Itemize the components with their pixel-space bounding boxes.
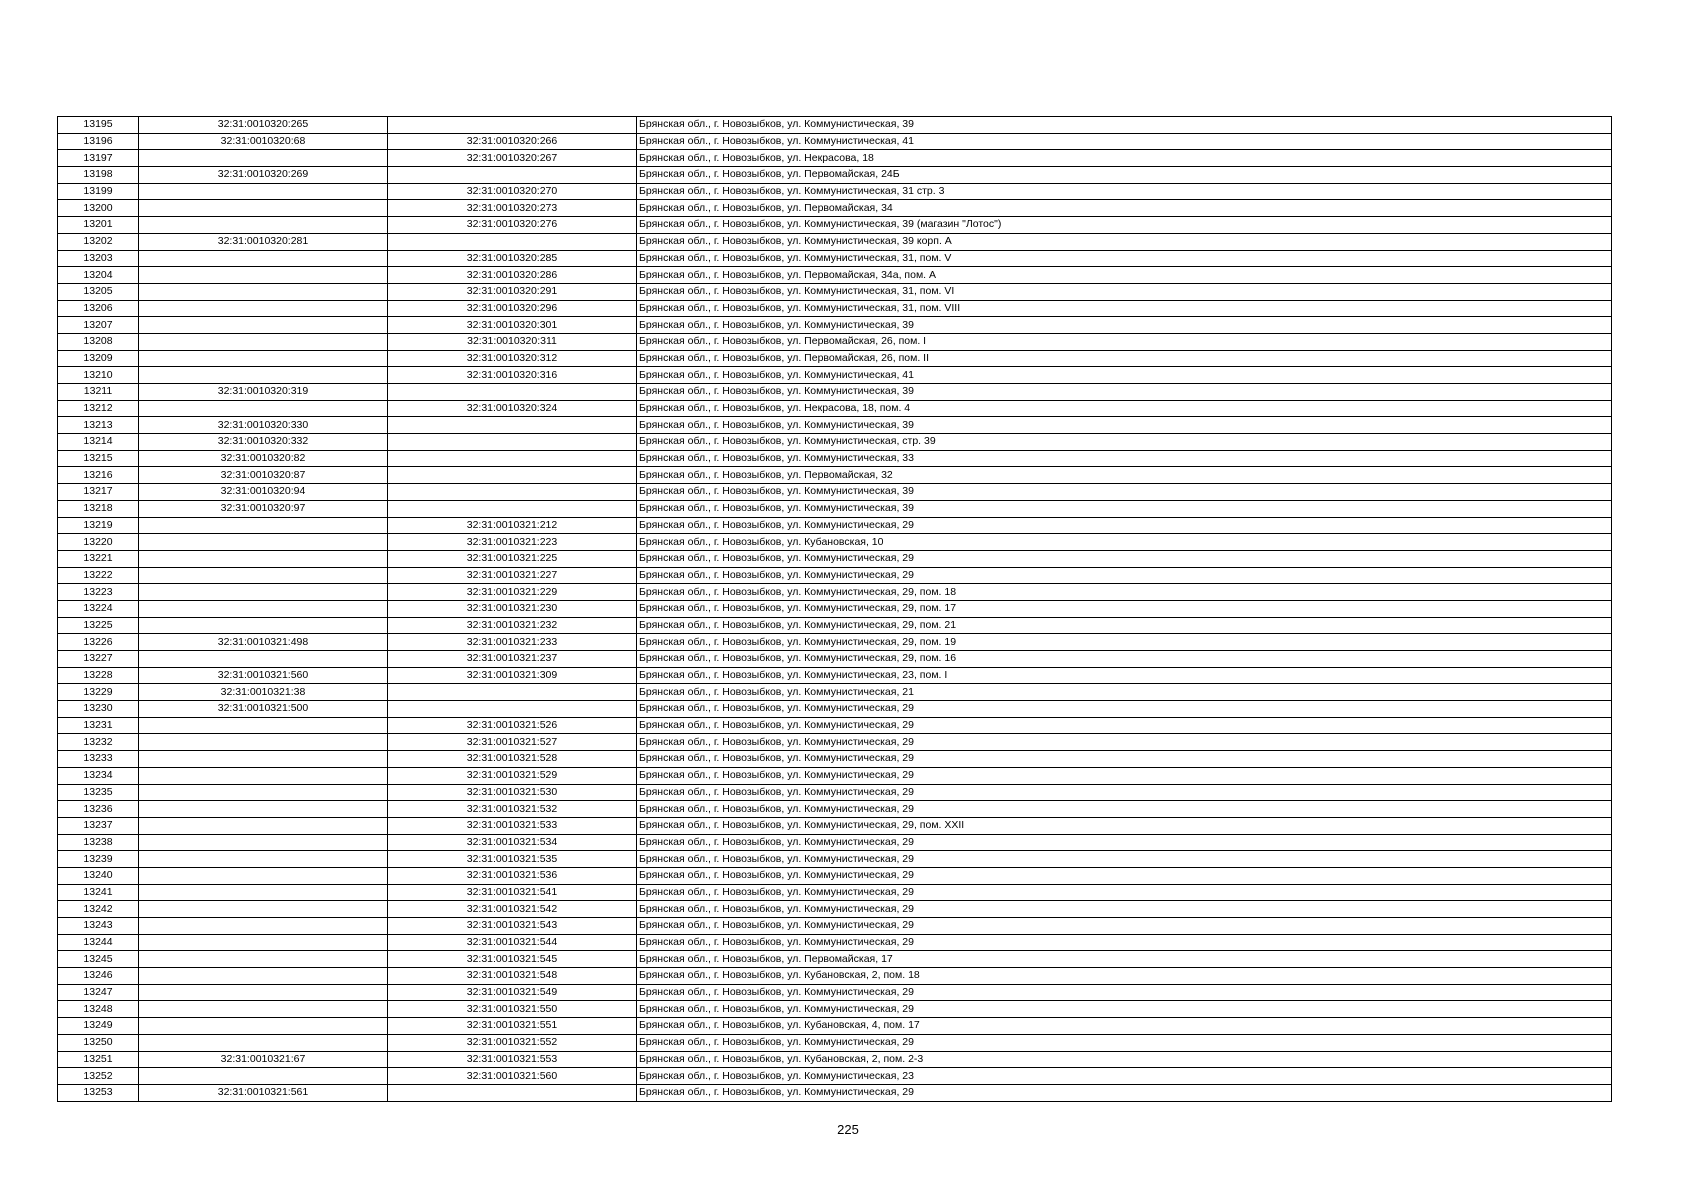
row-number-cell: 13218: [58, 500, 139, 517]
linked-cadastral-number-cell: [388, 1084, 637, 1101]
row-number-cell: 13247: [58, 984, 139, 1001]
row-number-cell: 13205: [58, 283, 139, 300]
table-row: [58, 901, 1612, 918]
table-row: [58, 984, 1612, 1001]
cadastral-number-cell: 32:31:0010320:319: [139, 384, 388, 401]
linked-cadastral-number-cell: 32:31:0010321:536: [388, 867, 637, 884]
address-cell: Брянская обл., г. Новозыбков, ул. Коммунистическая, 29: [637, 1001, 1612, 1018]
row-number-cell: 13210: [58, 367, 139, 384]
linked-cadastral-number-cell: 32:31:0010321:227: [388, 567, 637, 584]
linked-cadastral-number-cell: 32:31:0010321:532: [388, 801, 637, 818]
table-row: [58, 701, 1612, 718]
row-number-cell: 13200: [58, 200, 139, 217]
cadastral-number-cell: [139, 984, 388, 1001]
address-cell: Брянская обл., г. Новозыбков, ул. Коммунистическая, 41: [637, 133, 1612, 150]
cadastral-number-cell: [139, 250, 388, 267]
table-row: [58, 617, 1612, 634]
linked-cadastral-number-cell: 32:31:0010321:526: [388, 717, 637, 734]
cadastral-number-cell: [139, 884, 388, 901]
row-number-cell: 13208: [58, 333, 139, 350]
row-number-cell: 13245: [58, 951, 139, 968]
table-row: [58, 117, 1612, 134]
linked-cadastral-number-cell: [388, 233, 637, 250]
row-number-cell: 13202: [58, 233, 139, 250]
table-row: [58, 500, 1612, 517]
cadastral-number-cell: 32:31:0010321:38: [139, 684, 388, 701]
address-cell: Брянская обл., г. Новозыбков, ул. Коммунистическая, 29, пом. XXII: [637, 817, 1612, 834]
table-row: [58, 217, 1612, 234]
cadastral-number-cell: [139, 1001, 388, 1018]
address-cell: Брянская обл., г. Новозыбков, ул. Коммунистическая, 21: [637, 684, 1612, 701]
linked-cadastral-number-cell: 32:31:0010321:529: [388, 767, 637, 784]
cadastral-number-cell: [139, 651, 388, 668]
cadastral-number-cell: 32:31:0010320:269: [139, 167, 388, 184]
address-cell: Брянская обл., г. Новозыбков, ул. Коммунистическая, 29: [637, 734, 1612, 751]
table-row: [58, 918, 1612, 935]
address-cell: Брянская обл., г. Новозыбков, ул. Коммунистическая, 41: [637, 367, 1612, 384]
linked-cadastral-number-cell: 32:31:0010321:309: [388, 667, 637, 684]
address-cell: Брянская обл., г. Новозыбков, ул. Некрасова, 18: [637, 150, 1612, 167]
address-cell: Брянская обл., г. Новозыбков, ул. Коммунистическая, 29: [637, 751, 1612, 768]
linked-cadastral-number-cell: 32:31:0010321:229: [388, 584, 637, 601]
address-cell: Брянская обл., г. Новозыбков, ул. Коммунистическая, 23, пом. I: [637, 667, 1612, 684]
table-row: [58, 1084, 1612, 1101]
cadastral-number-cell: [139, 333, 388, 350]
table-row: [58, 734, 1612, 751]
address-cell: Брянская обл., г. Новозыбков, ул. Коммунистическая, 29: [637, 801, 1612, 818]
table-row: [58, 417, 1612, 434]
cadastral-number-cell: [139, 901, 388, 918]
linked-cadastral-number-cell: 32:31:0010321:545: [388, 951, 637, 968]
address-cell: Брянская обл., г. Новозыбков, ул. Коммунистическая, 23: [637, 1068, 1612, 1085]
linked-cadastral-number-cell: [388, 500, 637, 517]
cadastral-number-cell: [139, 584, 388, 601]
row-number-cell: 13242: [58, 901, 139, 918]
row-number-cell: 13251: [58, 1051, 139, 1068]
linked-cadastral-number-cell: 32:31:0010321:548: [388, 968, 637, 985]
cadastral-number-cell: 32:31:0010320:281: [139, 233, 388, 250]
row-number-cell: 13195: [58, 117, 139, 134]
cadastral-number-cell: [139, 1068, 388, 1085]
linked-cadastral-number-cell: 32:31:0010320:312: [388, 350, 637, 367]
row-number-cell: 13213: [58, 417, 139, 434]
cadastral-number-cell: [139, 834, 388, 851]
table-row: [58, 150, 1612, 167]
table-row: [58, 600, 1612, 617]
table-row: [58, 634, 1612, 651]
linked-cadastral-number-cell: [388, 167, 637, 184]
linked-cadastral-number-cell: 32:31:0010321:552: [388, 1034, 637, 1051]
linked-cadastral-number-cell: 32:31:0010321:535: [388, 851, 637, 868]
row-number-cell: 13204: [58, 267, 139, 284]
address-cell: Брянская обл., г. Новозыбков, ул. Коммунистическая, 29: [637, 901, 1612, 918]
linked-cadastral-number-cell: 32:31:0010321:542: [388, 901, 637, 918]
cadastral-number-cell: [139, 968, 388, 985]
row-number-cell: 13203: [58, 250, 139, 267]
table-row: [58, 968, 1612, 985]
table-row: [58, 817, 1612, 834]
address-cell: Брянская обл., г. Новозыбков, ул. Первомайская, 34а, пом. А: [637, 267, 1612, 284]
linked-cadastral-number-cell: 32:31:0010321:237: [388, 651, 637, 668]
address-cell: Брянская обл., г. Новозыбков, ул. Коммунистическая, 29: [637, 767, 1612, 784]
table-row: [58, 400, 1612, 417]
address-cell: Брянская обл., г. Новозыбков, ул. Коммунистическая, 39: [637, 484, 1612, 501]
table-row: [58, 951, 1612, 968]
cadastral-number-cell: 32:31:0010320:82: [139, 450, 388, 467]
row-number-cell: 13229: [58, 684, 139, 701]
address-cell: Брянская обл., г. Новозыбков, ул. Первомайская, 17: [637, 951, 1612, 968]
linked-cadastral-number-cell: 32:31:0010321:225: [388, 550, 637, 567]
linked-cadastral-number-cell: 32:31:0010320:296: [388, 300, 637, 317]
row-number-cell: 13196: [58, 133, 139, 150]
row-number-cell: 13201: [58, 217, 139, 234]
table-row: [58, 467, 1612, 484]
row-number-cell: 13207: [58, 317, 139, 334]
linked-cadastral-number-cell: 32:31:0010320:291: [388, 283, 637, 300]
address-cell: Брянская обл., г. Новозыбков, ул. Коммунистическая, 39: [637, 384, 1612, 401]
address-cell: Брянская обл., г. Новозыбков, ул. Кубановская, 2, пом. 18: [637, 968, 1612, 985]
linked-cadastral-number-cell: [388, 467, 637, 484]
address-cell: Брянская обл., г. Новозыбков, ул. Коммунистическая, 39: [637, 317, 1612, 334]
linked-cadastral-number-cell: 32:31:0010320:324: [388, 400, 637, 417]
linked-cadastral-number-cell: [388, 684, 637, 701]
row-number-cell: 13222: [58, 567, 139, 584]
table-row: [58, 384, 1612, 401]
row-number-cell: 13216: [58, 467, 139, 484]
table-row: [58, 133, 1612, 150]
linked-cadastral-number-cell: 32:31:0010321:233: [388, 634, 637, 651]
linked-cadastral-number-cell: 32:31:0010320:316: [388, 367, 637, 384]
table-row: [58, 450, 1612, 467]
cadastral-number-cell: [139, 617, 388, 634]
row-number-cell: 13198: [58, 167, 139, 184]
cadastral-number-cell: [139, 817, 388, 834]
cadastral-number-cell: 32:31:0010321:67: [139, 1051, 388, 1068]
linked-cadastral-number-cell: 32:31:0010320:270: [388, 183, 637, 200]
table-row: [58, 233, 1612, 250]
linked-cadastral-number-cell: 32:31:0010321:232: [388, 617, 637, 634]
table-row: [58, 200, 1612, 217]
cadastral-number-cell: [139, 200, 388, 217]
cadastral-number-cell: [139, 267, 388, 284]
row-number-cell: 13244: [58, 934, 139, 951]
table-row: [58, 367, 1612, 384]
address-cell: Брянская обл., г. Новозыбков, ул. Коммунистическая, 31 стр. 3: [637, 183, 1612, 200]
table-row: [58, 484, 1612, 501]
row-number-cell: 13223: [58, 584, 139, 601]
cadastral-number-cell: [139, 717, 388, 734]
table-row: [58, 867, 1612, 884]
cadastral-number-cell: [139, 751, 388, 768]
table-row: [58, 183, 1612, 200]
row-number-cell: 13237: [58, 817, 139, 834]
cadastral-number-cell: 32:31:0010320:68: [139, 133, 388, 150]
linked-cadastral-number-cell: 32:31:0010320:267: [388, 150, 637, 167]
cadastral-number-cell: [139, 918, 388, 935]
cadastral-number-cell: [139, 183, 388, 200]
address-cell: Брянская обл., г. Новозыбков, ул. Коммунистическая, 29, пом. 18: [637, 584, 1612, 601]
row-number-cell: 13206: [58, 300, 139, 317]
linked-cadastral-number-cell: [388, 384, 637, 401]
cadastral-number-cell: 32:31:0010321:561: [139, 1084, 388, 1101]
row-number-cell: 13243: [58, 918, 139, 935]
cadastral-number-cell: [139, 367, 388, 384]
row-number-cell: 13221: [58, 550, 139, 567]
row-number-cell: 13238: [58, 834, 139, 851]
linked-cadastral-number-cell: 32:31:0010321:553: [388, 1051, 637, 1068]
cadastral-number-cell: [139, 934, 388, 951]
row-number-cell: 13228: [58, 667, 139, 684]
table-row: [58, 1034, 1612, 1051]
table-row: [58, 567, 1612, 584]
cadastral-number-cell: [139, 734, 388, 751]
row-number-cell: 13220: [58, 534, 139, 551]
address-cell: Брянская обл., г. Новозыбков, ул. Коммунистическая, 29: [637, 934, 1612, 951]
row-number-cell: 13215: [58, 450, 139, 467]
cadastral-number-cell: [139, 550, 388, 567]
linked-cadastral-number-cell: 32:31:0010321:527: [388, 734, 637, 751]
table-row: [58, 767, 1612, 784]
table-row: [58, 684, 1612, 701]
row-number-cell: 13235: [58, 784, 139, 801]
linked-cadastral-number-cell: [388, 417, 637, 434]
address-cell: Брянская обл., г. Новозыбков, ул. Коммунистическая, 29: [637, 717, 1612, 734]
linked-cadastral-number-cell: 32:31:0010321:550: [388, 1001, 637, 1018]
registry-table-body: [58, 117, 1612, 1102]
cadastral-number-cell: 32:31:0010320:97: [139, 500, 388, 517]
cadastral-number-cell: 32:31:0010320:265: [139, 117, 388, 134]
address-cell: Брянская обл., г. Новозыбков, ул. Коммунистическая, 31, пом. VIII: [637, 300, 1612, 317]
row-number-cell: 13225: [58, 617, 139, 634]
cadastral-number-cell: [139, 567, 388, 584]
row-number-cell: 13239: [58, 851, 139, 868]
row-number-cell: 13226: [58, 634, 139, 651]
table-row: [58, 884, 1612, 901]
cadastral-number-cell: [139, 350, 388, 367]
linked-cadastral-number-cell: 32:31:0010321:549: [388, 984, 637, 1001]
linked-cadastral-number-cell: 32:31:0010320:285: [388, 250, 637, 267]
linked-cadastral-number-cell: 32:31:0010320:311: [388, 333, 637, 350]
table-row: [58, 267, 1612, 284]
cadastral-number-cell: [139, 784, 388, 801]
table-row: [58, 934, 1612, 951]
cadastral-number-cell: 32:31:0010321:500: [139, 701, 388, 718]
table-row: [58, 717, 1612, 734]
table-row: [58, 317, 1612, 334]
row-number-cell: 13197: [58, 150, 139, 167]
address-cell: Брянская обл., г. Новозыбков, ул. Коммунистическая, 29: [637, 550, 1612, 567]
cadastral-number-cell: [139, 1018, 388, 1035]
address-cell: Брянская обл., г. Новозыбков, ул. Коммунистическая, 29: [637, 1084, 1612, 1101]
address-cell: Брянская обл., г. Новозыбков, ул. Коммунистическая, 39: [637, 117, 1612, 134]
table-row: [58, 1018, 1612, 1035]
row-number-cell: 13219: [58, 517, 139, 534]
page-number: 225: [837, 1122, 859, 1137]
row-number-cell: 13214: [58, 434, 139, 451]
cadastral-number-cell: 32:31:0010320:87: [139, 467, 388, 484]
cadastral-number-cell: [139, 867, 388, 884]
cadastral-number-cell: [139, 400, 388, 417]
cadastral-number-cell: 32:31:0010321:560: [139, 667, 388, 684]
table-row: [58, 834, 1612, 851]
cadastral-number-cell: [139, 767, 388, 784]
table-row: [58, 283, 1612, 300]
linked-cadastral-number-cell: 32:31:0010320:301: [388, 317, 637, 334]
row-number-cell: 13252: [58, 1068, 139, 1085]
linked-cadastral-number-cell: [388, 434, 637, 451]
cadastral-number-cell: [139, 1034, 388, 1051]
address-cell: Брянская обл., г. Новозыбков, ул. Первомайская, 26, пом. II: [637, 350, 1612, 367]
row-number-cell: 13248: [58, 1001, 139, 1018]
address-cell: Брянская обл., г. Новозыбков, ул. Коммунистическая, 29: [637, 851, 1612, 868]
row-number-cell: 13253: [58, 1084, 139, 1101]
address-cell: Брянская обл., г. Новозыбков, ул. Кубановская, 10: [637, 534, 1612, 551]
cadastral-number-cell: 32:31:0010321:498: [139, 634, 388, 651]
row-number-cell: 13227: [58, 651, 139, 668]
table-row: [58, 667, 1612, 684]
address-cell: Брянская обл., г. Новозыбков, ул. Первомайская, 24Б: [637, 167, 1612, 184]
address-cell: Брянская обл., г. Новозыбков, ул. Коммунистическая, 29: [637, 567, 1612, 584]
table-row: [58, 333, 1612, 350]
row-number-cell: 13224: [58, 600, 139, 617]
table-row: [58, 350, 1612, 367]
row-number-cell: 13249: [58, 1018, 139, 1035]
cadastral-number-cell: [139, 517, 388, 534]
linked-cadastral-number-cell: 32:31:0010321:541: [388, 884, 637, 901]
cadastral-number-cell: [139, 951, 388, 968]
linked-cadastral-number-cell: 32:31:0010321:223: [388, 534, 637, 551]
row-number-cell: 13231: [58, 717, 139, 734]
linked-cadastral-number-cell: [388, 117, 637, 134]
address-cell: Брянская обл., г. Новозыбков, ул. Первомайская, 34: [637, 200, 1612, 217]
address-cell: Брянская обл., г. Новозыбков, ул. Коммунистическая, 39 корп. А: [637, 233, 1612, 250]
address-cell: Брянская обл., г. Новозыбков, ул. Некрасова, 18, пом. 4: [637, 400, 1612, 417]
table-row: [58, 784, 1612, 801]
address-cell: Брянская обл., г. Новозыбков, ул. Кубановская, 4, пом. 17: [637, 1018, 1612, 1035]
row-number-cell: 13212: [58, 400, 139, 417]
linked-cadastral-number-cell: 32:31:0010321:560: [388, 1068, 637, 1085]
address-cell: Брянская обл., г. Новозыбков, ул. Коммунистическая, 29, пом. 19: [637, 634, 1612, 651]
row-number-cell: 13246: [58, 968, 139, 985]
table-row: [58, 167, 1612, 184]
linked-cadastral-number-cell: 32:31:0010320:266: [388, 133, 637, 150]
linked-cadastral-number-cell: [388, 450, 637, 467]
row-number-cell: 13250: [58, 1034, 139, 1051]
address-cell: Брянская обл., г. Новозыбков, ул. Коммунистическая, 39: [637, 417, 1612, 434]
address-cell: Брянская обл., г. Новозыбков, ул. Коммунистическая, 29: [637, 884, 1612, 901]
cadastral-number-cell: 32:31:0010320:332: [139, 434, 388, 451]
row-number-cell: 13236: [58, 801, 139, 818]
linked-cadastral-number-cell: 32:31:0010320:286: [388, 267, 637, 284]
table-row: [58, 851, 1612, 868]
address-cell: Брянская обл., г. Новозыбков, ул. Коммунистическая, 29: [637, 918, 1612, 935]
row-number-cell: 13199: [58, 183, 139, 200]
address-cell: Брянская обл., г. Новозыбков, ул. Коммунистическая, 29, пом. 21: [637, 617, 1612, 634]
address-cell: Брянская обл., г. Новозыбков, ул. Коммунистическая, 29: [637, 984, 1612, 1001]
cadastral-number-cell: [139, 534, 388, 551]
linked-cadastral-number-cell: 32:31:0010321:534: [388, 834, 637, 851]
linked-cadastral-number-cell: [388, 484, 637, 501]
linked-cadastral-number-cell: [388, 701, 637, 718]
address-cell: Брянская обл., г. Новозыбков, ул. Коммунистическая, 29: [637, 784, 1612, 801]
cadastral-number-cell: [139, 283, 388, 300]
table-row: [58, 534, 1612, 551]
address-cell: Брянская обл., г. Новозыбков, ул. Первомайская, 26, пом. I: [637, 333, 1612, 350]
cadastral-number-cell: 32:31:0010320:94: [139, 484, 388, 501]
table-row: [58, 584, 1612, 601]
linked-cadastral-number-cell: 32:31:0010321:544: [388, 934, 637, 951]
row-number-cell: 13232: [58, 734, 139, 751]
row-number-cell: 13211: [58, 384, 139, 401]
address-cell: Брянская обл., г. Новозыбков, ул. Коммунистическая, 29, пом. 17: [637, 600, 1612, 617]
row-number-cell: 13233: [58, 751, 139, 768]
linked-cadastral-number-cell: 32:31:0010321:543: [388, 918, 637, 935]
row-number-cell: 13241: [58, 884, 139, 901]
address-cell: Брянская обл., г. Новозыбков, ул. Коммунистическая, 29: [637, 834, 1612, 851]
table-row: [58, 300, 1612, 317]
linked-cadastral-number-cell: 32:31:0010320:276: [388, 217, 637, 234]
cadastral-number-cell: [139, 300, 388, 317]
address-cell: Брянская обл., г. Новозыбков, ул. Коммунистическая, 39 (магазин "Лотос"): [637, 217, 1612, 234]
cadastral-number-cell: [139, 801, 388, 818]
address-cell: Брянская обл., г. Новозыбков, ул. Коммунистическая, 29: [637, 517, 1612, 534]
cadastral-number-cell: [139, 600, 388, 617]
row-number-cell: 13230: [58, 701, 139, 718]
linked-cadastral-number-cell: 32:31:0010321:212: [388, 517, 637, 534]
address-cell: Брянская обл., г. Новозыбков, ул. Коммунистическая, 31, пом. VI: [637, 283, 1612, 300]
cadastral-registry-table: [57, 116, 1612, 1102]
row-number-cell: 13209: [58, 350, 139, 367]
address-cell: Брянская обл., г. Новозыбков, ул. Коммунистическая, 29: [637, 867, 1612, 884]
cadastral-number-cell: [139, 851, 388, 868]
address-cell: Брянская обл., г. Новозыбков, ул. Коммунистическая, 29: [637, 701, 1612, 718]
table-row: [58, 1001, 1612, 1018]
table-row: [58, 250, 1612, 267]
cadastral-number-cell: 32:31:0010320:330: [139, 417, 388, 434]
table-row: [58, 751, 1612, 768]
table-row: [58, 651, 1612, 668]
linked-cadastral-number-cell: 32:31:0010321:528: [388, 751, 637, 768]
row-number-cell: 13240: [58, 867, 139, 884]
table-row: [58, 550, 1612, 567]
linked-cadastral-number-cell: 32:31:0010320:273: [388, 200, 637, 217]
row-number-cell: 13217: [58, 484, 139, 501]
address-cell: Брянская обл., г. Новозыбков, ул. Коммунистическая, 39: [637, 500, 1612, 517]
table-row: [58, 517, 1612, 534]
linked-cadastral-number-cell: 32:31:0010321:230: [388, 600, 637, 617]
table-row: [58, 801, 1612, 818]
address-cell: Брянская обл., г. Новозыбков, ул. Коммунистическая, стр. 39: [637, 434, 1612, 451]
row-number-cell: 13234: [58, 767, 139, 784]
linked-cadastral-number-cell: 32:31:0010321:551: [388, 1018, 637, 1035]
address-cell: Брянская обл., г. Новозыбков, ул. Коммунистическая, 31, пом. V: [637, 250, 1612, 267]
table-row: [58, 434, 1612, 451]
linked-cadastral-number-cell: 32:31:0010321:530: [388, 784, 637, 801]
table-row: [58, 1051, 1612, 1068]
address-cell: Брянская обл., г. Новозыбков, ул. Первомайская, 32: [637, 467, 1612, 484]
address-cell: Брянская обл., г. Новозыбков, ул. Коммунистическая, 29, пом. 16: [637, 651, 1612, 668]
cadastral-number-cell: [139, 217, 388, 234]
address-cell: Брянская обл., г. Новозыбков, ул. Коммунистическая, 33: [637, 450, 1612, 467]
address-cell: Брянская обл., г. Новозыбков, ул. Кубановская, 2, пом. 2-3: [637, 1051, 1612, 1068]
linked-cadastral-number-cell: 32:31:0010321:533: [388, 817, 637, 834]
table-row: [58, 1068, 1612, 1085]
cadastral-number-cell: [139, 317, 388, 334]
address-cell: Брянская обл., г. Новозыбков, ул. Коммунистическая, 29: [637, 1034, 1612, 1051]
cadastral-number-cell: [139, 150, 388, 167]
